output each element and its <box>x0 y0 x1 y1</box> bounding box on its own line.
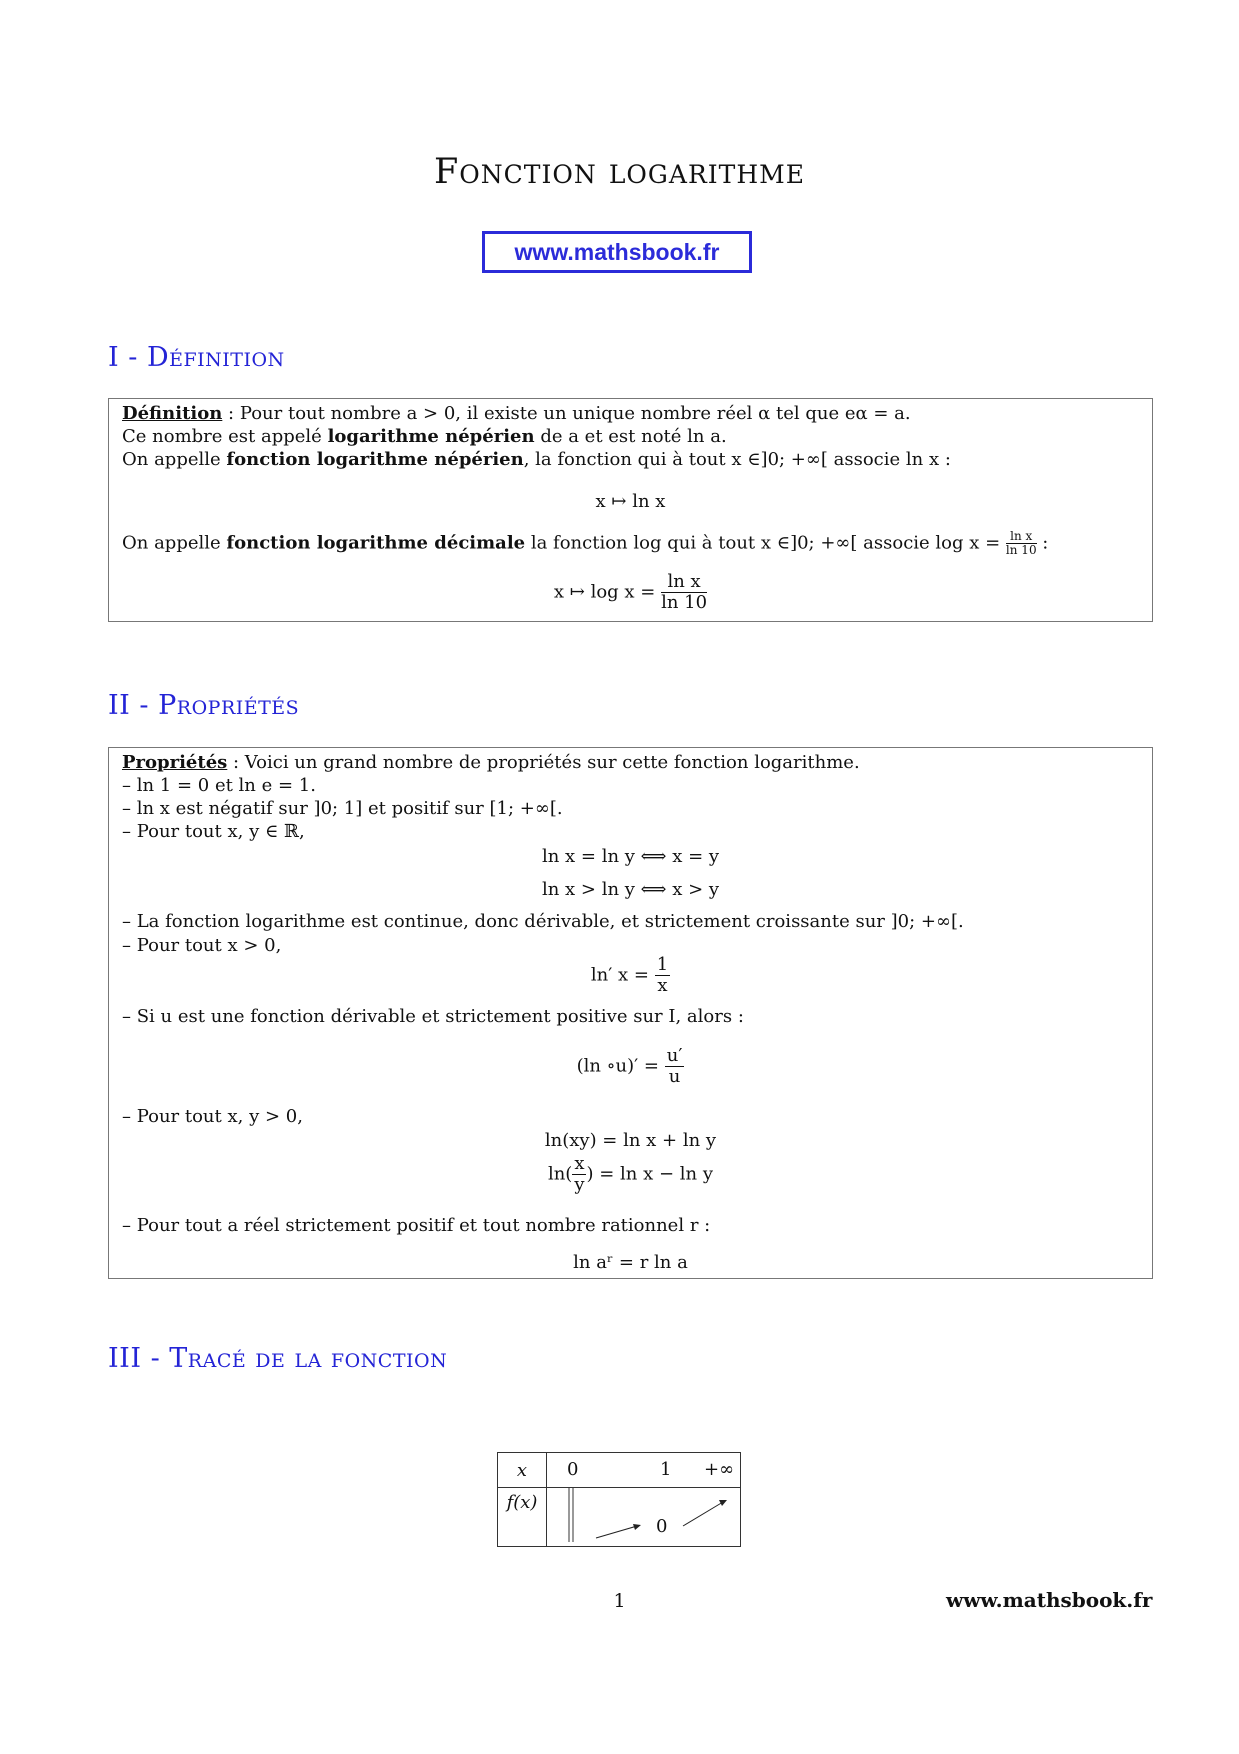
property-3: – Pour tout x, y ∈ ℝ, <box>122 821 305 842</box>
variation-table-x-values <box>547 1453 741 1488</box>
equation-ln-power: ln aʳ = r ln a <box>573 1252 688 1273</box>
variation-table-f-label: f(x) <box>498 1488 547 1547</box>
variation-table-x-infinity: +∞ <box>704 1459 735 1480</box>
definition-text-4c: la fonction log qui à tout x ∈]0; +∞[ associe log x = <box>525 532 1006 554</box>
property-1: – ln 1 = 0 et ln e = 1. <box>122 775 316 796</box>
section-heading-graph: III - Tracé de la fonction <box>108 1343 448 1374</box>
arrow-increasing-1 <box>596 1526 637 1538</box>
page-title: Fonction logarithme <box>434 152 805 192</box>
definition-text-2a: Ce nombre est appelé <box>122 426 328 447</box>
definition-text-2c: de a et est noté ln a. <box>534 426 727 447</box>
definition-term-fonction-decimale: fonction logarithme décimale <box>226 532 526 554</box>
section-heading-definition: I - Définition <box>108 342 285 373</box>
equation-quotient-fraction <box>572 1154 586 1195</box>
site-link-box[interactable]: www.mathsbook.fr <box>482 231 752 273</box>
equation-quotient-num: x <box>574 1153 585 1174</box>
variation-table-x-label: x <box>498 1453 547 1488</box>
equation-log-den: ln 10 <box>661 591 708 613</box>
definition-line-2 <box>122 426 727 447</box>
inline-fraction-num: ln x <box>1006 530 1037 544</box>
definition-text-1: : Pour tout nombre a > 0, il existe un unique nombre réel α tel que eα = a. <box>222 403 911 424</box>
definition-text-3a: On appelle <box>122 449 227 470</box>
properties-intro-text: : Voici un grand nombre de propriétés sur cette fonction logarithme. <box>227 752 860 773</box>
definition-box <box>108 398 1153 622</box>
property-5: – Pour tout x > 0, <box>122 935 282 956</box>
variation-table-x-0: 0 <box>567 1459 579 1480</box>
equation-ln-greater: ln x > ln y ⟺ x > y <box>541 879 720 900</box>
variation-table-x-1: 1 <box>660 1459 672 1480</box>
definition-label: Définition <box>122 403 223 424</box>
equation-log-map <box>109 572 1152 613</box>
definition-line-1 <box>122 403 911 424</box>
definition-text-4a: On appelle <box>122 532 227 554</box>
page-number: 1 <box>613 1590 626 1612</box>
equation-log-fraction <box>661 572 707 613</box>
definition-line-3 <box>122 449 951 470</box>
arrowhead-2 <box>719 1500 727 1506</box>
definition-term-neperien: logarithme népérien <box>327 426 535 447</box>
property-4: – La fonction logarithme est continue, donc dérivable, et strictement croissante sur ]0; +∞[. <box>122 911 964 932</box>
equation-quotient-right: ) = ln x − ln y <box>586 1163 714 1185</box>
definition-text-4-end: : <box>1036 532 1049 554</box>
equation-quotient-left: ln( <box>547 1163 573 1185</box>
equation-ln-product: ln(xy) = ln x + ln y <box>544 1130 717 1151</box>
inline-fraction <box>1006 530 1037 557</box>
equation-composite-num: u′ <box>666 1045 683 1066</box>
definition-line-4 <box>122 530 1048 557</box>
properties-box <box>108 747 1153 1279</box>
property-7: – Pour tout x, y > 0, <box>122 1106 303 1127</box>
inline-fraction-den: ln 10 <box>1005 543 1037 558</box>
variation-arrows <box>547 1488 740 1542</box>
variation-table-f-zero: 0 <box>656 1516 668 1537</box>
equation-log-left: x ↦ log x = <box>553 581 662 603</box>
property-2: – ln x est négatif sur ]0; 1] et positif sur [1; +∞[. <box>122 798 563 819</box>
equation-composite-den: u <box>668 1065 681 1087</box>
equation-derivative-fraction <box>655 955 670 996</box>
equation-derivative-den: x <box>657 974 668 996</box>
equation-composite-left: (ln ∘u)′ = <box>576 1055 665 1077</box>
variation-table <box>497 1452 741 1547</box>
arrow-increasing-2 <box>683 1502 723 1526</box>
equation-composite <box>109 1046 1152 1087</box>
equation-log-num: ln x <box>661 572 707 593</box>
property-8: – Pour tout a réel strictement positif et tout nombre rationnel r : <box>122 1215 711 1236</box>
properties-intro <box>122 752 860 773</box>
equation-composite-fraction <box>665 1046 685 1087</box>
property-6: – Si u est une fonction dérivable et strictement positive sur I, alors : <box>122 1006 744 1027</box>
equation-ln-map: x ↦ ln x <box>595 491 666 512</box>
equation-derivative-left: ln′ x = <box>590 964 655 986</box>
definition-text-3c: , la fonction qui à tout x ∈]0; +∞[ associe ln x : <box>523 449 951 470</box>
arrowhead-1 <box>633 1524 641 1530</box>
equation-ln-quotient <box>109 1154 1152 1195</box>
equation-quotient-den: y <box>574 1173 585 1195</box>
variation-table-f-row <box>547 1488 741 1547</box>
definition-term-fonction-neperien: fonction logarithme népérien <box>226 449 524 470</box>
equation-derivative <box>109 955 1152 996</box>
equation-derivative-num: 1 <box>656 954 669 975</box>
footer-site-link[interactable]: www.mathsbook.fr <box>946 1588 1153 1612</box>
properties-label: Propriétés <box>122 752 228 773</box>
equation-ln-equal: ln x = ln y ⟺ x = y <box>541 846 720 867</box>
section-heading-properties: II - Propriétés <box>108 690 300 721</box>
